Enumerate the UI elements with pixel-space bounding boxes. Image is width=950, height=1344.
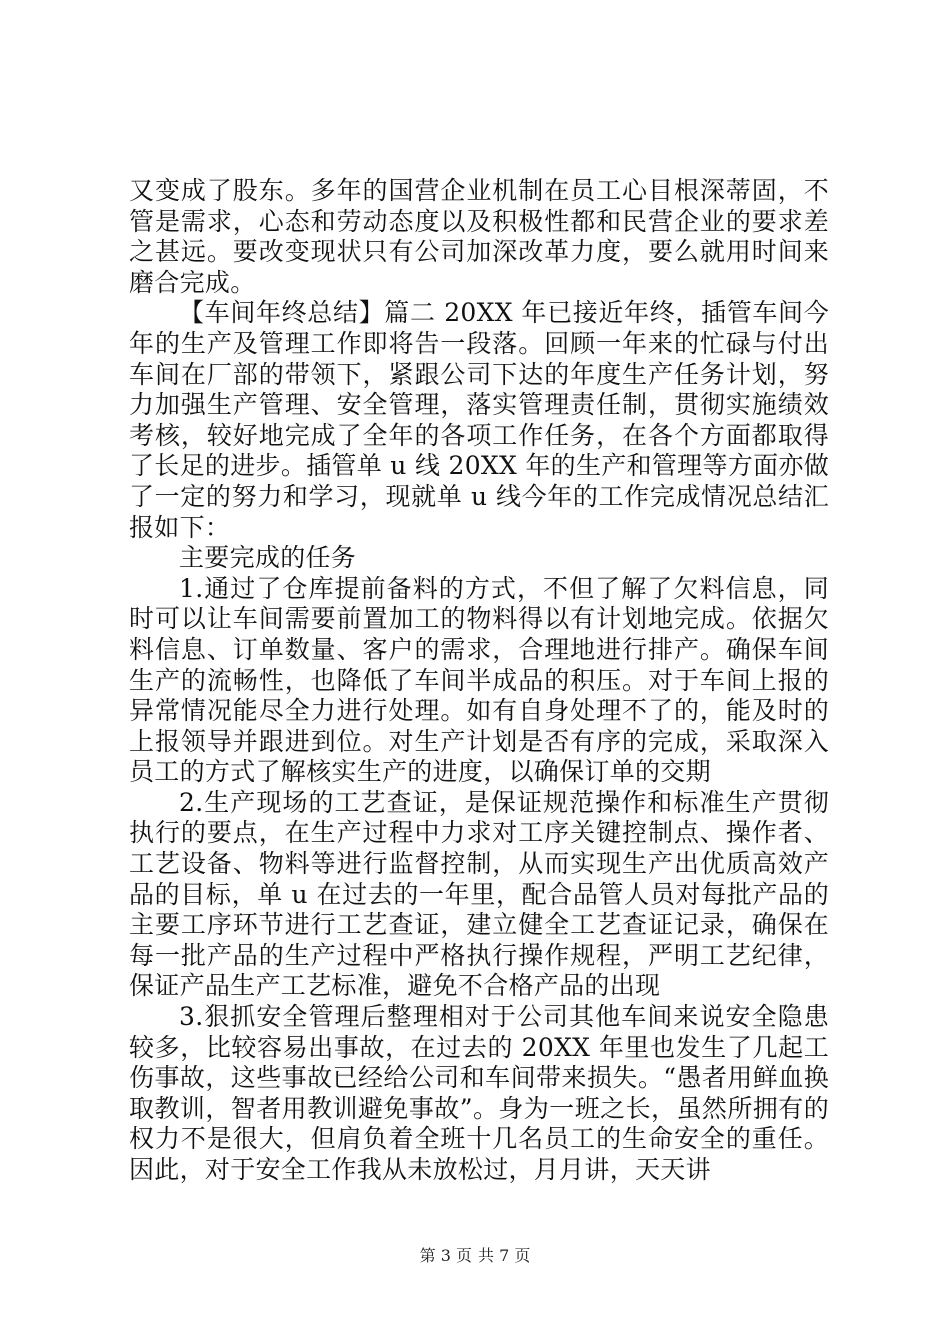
paragraph-continuation: 又变成了股东。多年的国营企业机制在员工心目根深蒂固，不管是需求，心态和劳动态度以及积极性都和民营企业的要求差之甚远。要改变现状只有公司加深改革力度，要么就用时间来磨合完成。 [129, 176, 829, 297]
page-footer [0, 1246, 950, 1266]
paragraph-section-two-intro: 【车间年终总结】篇二 20XX 年已接近年终，插管车间今年的生产及管理工作即将告一段落。回顾一年来的忙碌与付出车间在厂部的带领下，紧跟公司下达的年度生产任务计划，努力加强生产管理、安全管理，落实管理责任制，贯彻实施绩效考核，较好地完成了全年的各项工作任务，在各个方面都取得了长足的进步。插管单 u 线 20XX 年的生产和管理等方面亦做了一定的努力和学习，现就单 u 线今年的工作完成情况总结汇报如下： [129, 298, 829, 542]
page-number: 第 3 页 [419, 1246, 472, 1265]
paragraph-item-1: 1.通过了仓库提前备料的方式，不但了解了欠料信息，同时可以让车间需要前置加工的物料得以有计划地完成。依据欠料信息、订单数量、客户的需求，合理地进行排产。确保车间生产的流畅性，也降低了车间半成品的积压。对于车间上报的异常情况能尽全力进行处理。如有自身处理不了的，能及时的上报领导并跟进到位。对生产计划是否有序的完成，采取深入员工的方式了解核实生产的进度，以确保订单的交期 [129, 573, 829, 787]
page-total: 共 7 页 [478, 1246, 531, 1265]
paragraph-item-3: 3.狠抓安全管理后整理相对于公司其他车间来说安全隐患较多，比较容易出事故，在过去的 20XX 年里也发生了几起工伤事故，这些事故已经给公司和车间带来损失。“愚者用鲜血换取教训，智者用教训避免事故”。身为一班之长，虽然所拥有的权力不是很大，但肩负着全班十几名员工的生命安全的重任。因此，对于安全工作我从未放松过，月月讲，天天讲 [129, 1002, 829, 1184]
document-body [129, 176, 829, 1186]
paragraph-heading-main-tasks: 主要完成的任务 [179, 543, 357, 573]
paragraph-item-2: 2.生产现场的工艺查证，是保证规范操作和标准生产贯彻执行的要点，在生产过程中力求对工序关键控制点、操作者、工艺设备、物料等进行监督控制，从而实现生产出优质高效产品的目标，单 u 在过去的一年里，配合品管人员对每批产品的主要工序环节进行工艺查证，建立健全工艺查证记录，确保在每一批产品的生产过程中严格执行操作规程，严明工艺纪律，保证产品生产工艺标准，避免不合格产品的出现 [129, 787, 829, 1001]
